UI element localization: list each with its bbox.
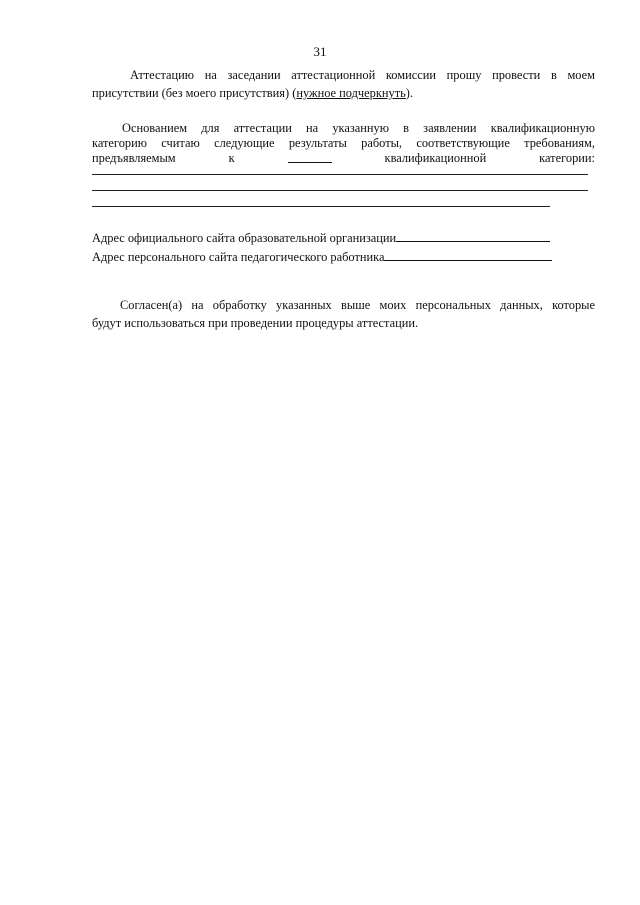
consent-paragraph	[92, 296, 595, 332]
paragraph-line	[92, 121, 595, 136]
attestation-line-2-suffix: ).	[405, 86, 413, 100]
indent-spacer	[92, 66, 130, 84]
fill-line-1[interactable]	[92, 174, 588, 175]
paragraph-line	[92, 84, 595, 102]
basis-paragraph	[92, 121, 595, 166]
basis-word-1: предъявляемым	[92, 151, 176, 165]
personal-site-label: Адрес персонального сайта педагогического работника	[92, 250, 385, 264]
org-site-label: Адрес официального сайта образовательной организации	[92, 231, 397, 245]
attestation-line-1: Аттестацию на заседании аттестационной комиссии прошу провести в моем	[130, 68, 595, 82]
underline-hint: нужное подчеркнуть	[296, 86, 406, 100]
org-site-input-line[interactable]	[396, 229, 550, 242]
consent-line-2: будут использоваться при проведении процедуры аттестации.	[92, 316, 419, 330]
basis-word-2: к	[228, 151, 235, 165]
paragraph-line	[92, 296, 595, 314]
fill-line-2[interactable]	[92, 190, 588, 191]
org-site-row	[92, 229, 550, 246]
basis-word-4: категории:	[539, 151, 595, 165]
personal-site-input-line[interactable]	[384, 248, 552, 261]
paragraph-line	[92, 66, 595, 84]
fill-line-3[interactable]	[92, 206, 550, 207]
basis-line-3	[92, 151, 595, 166]
page-number: 31	[313, 44, 327, 59]
consent-line-1: Согласен(а) на обработку указанных выше моих персональных данных, которые	[120, 298, 595, 312]
attestation-line-2-prefix: присутствии (без моего присутствия) (	[92, 86, 297, 100]
inline-blank[interactable]	[288, 151, 332, 163]
basis-word-3: квалификационной	[384, 151, 487, 165]
basis-line-1: Основанием для аттестации на указанную в заявлении квалификационную	[122, 121, 595, 135]
indent-spacer	[92, 121, 122, 136]
basis-line-2: категорию считаю следующие результаты работы, соответствующие требованиям,	[92, 136, 595, 150]
personal-site-row	[92, 248, 552, 265]
indent-spacer	[92, 296, 120, 314]
attestation-presence-paragraph	[92, 66, 595, 102]
